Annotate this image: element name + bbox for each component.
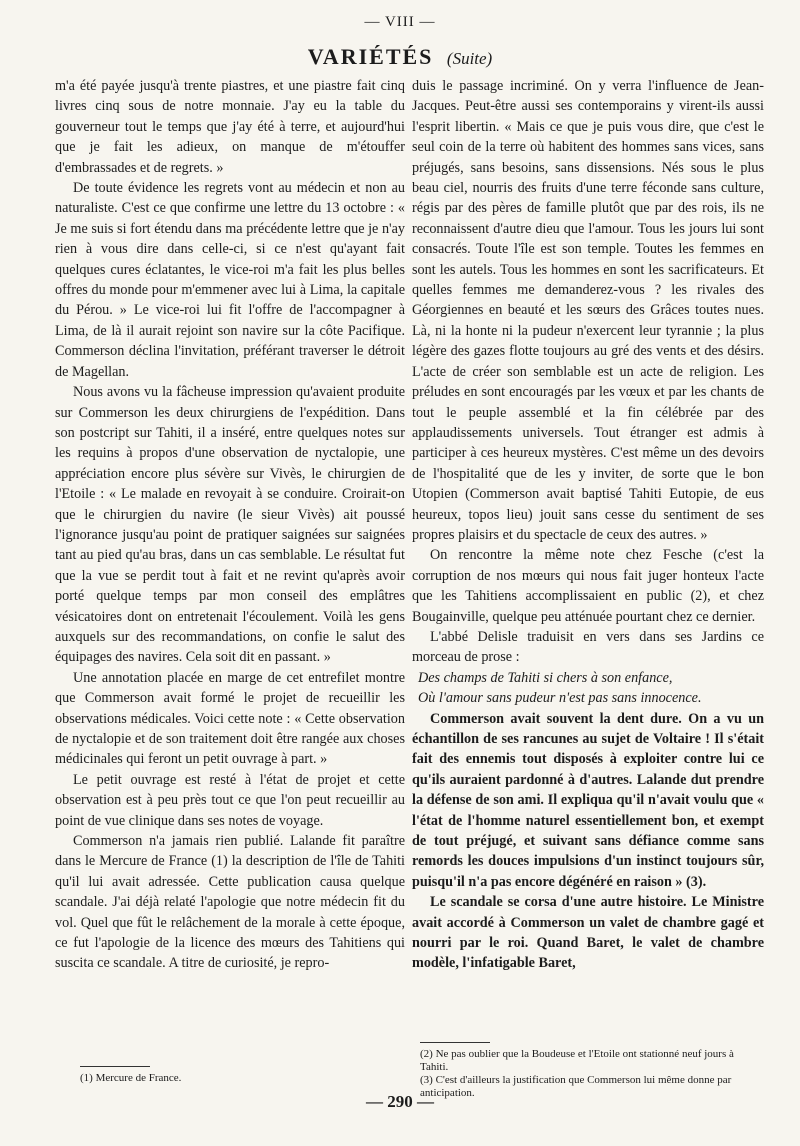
right-paragraph-4: Commerson avait souvent la dent dure. On a vu un échantillon de ses rancunes au sujet de Voltaire ! Il s'était fait des ennemis tout disposés à exploiter contre lui ce qu'ils auraient pardonné à d'autres. Lalande dut prendre la défense de son ami. Il expliqua qu'il n'avait voulu que « l'état de l'homme naturel essentiellement bon, et exempt de tout préjugé, et suivant sans défiance comme sans remords les douces impulsions d'un instinct toujours sûr, puisqu'il n'a pas encore dégénéré en raison » (3). bbox=[412, 710, 764, 890]
left-paragraph-2: De toute évidence les regrets vont au médecin et non au naturaliste. C'est ce que confirme une lettre du 13 octobre : « Je me suis si fort étendu dans ma précédente lettre que je n'ay rien à vous dire dans celle-ci, si ce n'est qu'ayant fait quelques cures éclatantes, le vice-roi m'a fait les plus belles offres du monde pour m'emmener avec lui à Lima, la capitale du Pérou. » Le vice-roi lui fit l'offre de l'accompagner à Lima, de là il aurait rejoint son navire sur la côte Pacifique. Commerson déclina l'invitation, préférant traverser le détroit de Magellan. bbox=[55, 180, 405, 380]
left-paragraph-5: Le petit ouvrage est resté à l'état de projet et cette observation est à peu près tout ce que l'on peut recueillir au point de vue clinique dans ses notes de voyage. bbox=[55, 771, 405, 829]
right-paragraph-3: L'abbé Delisle traduisit en vers dans ses Jardins ce morceau de prose : bbox=[412, 628, 764, 666]
right-column bbox=[412, 76, 764, 974]
page-number: — 290 — bbox=[366, 1092, 434, 1111]
footnote-rule-right bbox=[420, 1042, 490, 1043]
footnote-right-1: (2) Ne pas oublier que la Boudeuse et l'Etoile ont stationné neuf jours à Tahiti. bbox=[420, 1048, 734, 1073]
left-paragraph-1: m'a été payée jusqu'à trente piastres, et une piastre fait cinq livres cinq sous de notre monnaie. J'ay eu la table du gouverneur tout le temps que j'ay été à terre, et aujourd'hui que je fait les adieux, on manque de m'étouffer d'embrassades et de regrets. » bbox=[55, 78, 405, 176]
left-column bbox=[55, 76, 405, 974]
right-paragraph-2: On rencontre la même note chez Fesche (c'est la corruption de nos mœurs qui nous fait juger honteux l'acte que les Tahitiens accomplissaient en public (2), et chez Bougainville, quelque peu atténuée pourtant chez ce dernier. bbox=[412, 547, 764, 625]
page-heading bbox=[0, 44, 800, 70]
footnote-rule-left bbox=[80, 1066, 150, 1067]
verse-line-2: Où l'amour sans pudeur n'est pas sans innocence. bbox=[418, 690, 702, 707]
footnote-left: (1) Mercure de France. bbox=[80, 1072, 182, 1084]
heading-title: VARIÉTÉS bbox=[307, 44, 434, 69]
section-numeral: — VIII — bbox=[364, 14, 436, 30]
footnote-right-2: (3) C'est d'ailleurs la justification que Commerson lui même donne par anticipation. bbox=[420, 1074, 732, 1099]
left-paragraph-3: Nous avons vu la fâcheuse impression qu'avaient produite sur Commerson les deux chirurgiens de l'expédition. Dans son postcript sur Tahiti, il a inséré, entre quelques notes sur les requins à propos d'une observation de nyctalopie, une appréciation encore plus sévère sur Vivès, le chirurgien de l'Etoile : « Le malade en revoyait à se conduire. Croirait-on que le chirurgien du navire (le sieur Vivès) ait poussé l'ignorance jusqu'au point de pratiquer saignées sur saignées tant au pied qu'au bras, dans un cas semblable. Le résultat fut que la vue se perdit tout à fait et ne revint qu'après avoir porté quelque temps par mon conseil des emplâtres vésicatoires dont on entretenait l'écoulement. Voilà les gens auxquels sur des recommandations, on confie le salut des équipages des navires. Cela soit dit en passant. » bbox=[55, 384, 405, 666]
right-paragraph-5: Le scandale se corsa d'une autre histoire. Le Ministre avait accordé à Commerson un valet de chambre gagé et nourri par le roi. Quand Baret, le valet de chambre modèle, l'infatigable Baret, bbox=[412, 894, 764, 972]
left-paragraph-4: Une annotation placée en marge de cet entrefilet montre que Commerson avait formé le projet de recueillir les observations médicales. Voici cette note : « Cette observation de nyctalopie et de son traitement doit être rangée aux choses médicinales qui feront un petit ouvrage à part. » bbox=[55, 669, 405, 768]
left-paragraph-6: Commerson n'a jamais rien publié. Lalande fit paraître dans le Mercure de France (1) la description de l'île de Tahiti qu'il lui avait adressée. Cette publication causa quelque scandale. J'ai déjà relaté l'apologie que notre médecin fit du vol. Quel que fût le relâchement de la morale à cette époque, ce fut l'apologie de la licence des mœurs des Tahitiens qui suscita ce scandale. A titre de curiosité, je repro- bbox=[55, 833, 405, 972]
verse-line-1: Des champs de Tahiti si chers à son enfance, bbox=[418, 669, 673, 686]
heading-subtitle: (Suite) bbox=[446, 49, 493, 68]
right-paragraph-1: duis le passage incriminé. On y verra l'influence de Jean-Jacques. Peut-être aussi ses contemporains y virent-ils aussi l'esprit libertin. « Mais ce que je puis vous dire, que c'est le seul coin de la terre où habitent des hommes sans vices, sans préjugés, sans besoins, sans dissensions. Nés sous le plus beau ciel, nourris des fruits d'une terre féconde sans culture, régis par des pères de famille plutôt que par des rois, ils ne reconnaissent d'autre dieu que l'amour. Tous les jours lui sont consacrés. Toute l'île est son temple. Toutes les femmes en sont les autels. Tous les hommes en sont les sacrificateurs. Et quelles femmes me demanderez-vous ? les rivales des Géorgiennes en beauté et les sœurs des Grâces toutes nues. Là, ni la honte ni la pudeur n'exercent leur tyrannie ; la plus légère des gazes flotte toujours au gré des vents et des désirs. L'acte de créer son semblable est un acte de religion. Les préludes en sont encouragés par les vœux et par les chants de tout le peuple assemblé et la fin célébrée par des applaudissements universels. Tout étranger est admis à participer à ces heureux mystères. C'est même un des devoirs de l'hospitalité que de les y inviter, de sorte que le bon Utopien (Commerson avait baptisé Tahiti Eutopie, de eus heureux, topos lieu) jouit sans cesse du sentiment de ses propres plaisirs et du spectacle de ceux des autres. » bbox=[412, 78, 764, 543]
